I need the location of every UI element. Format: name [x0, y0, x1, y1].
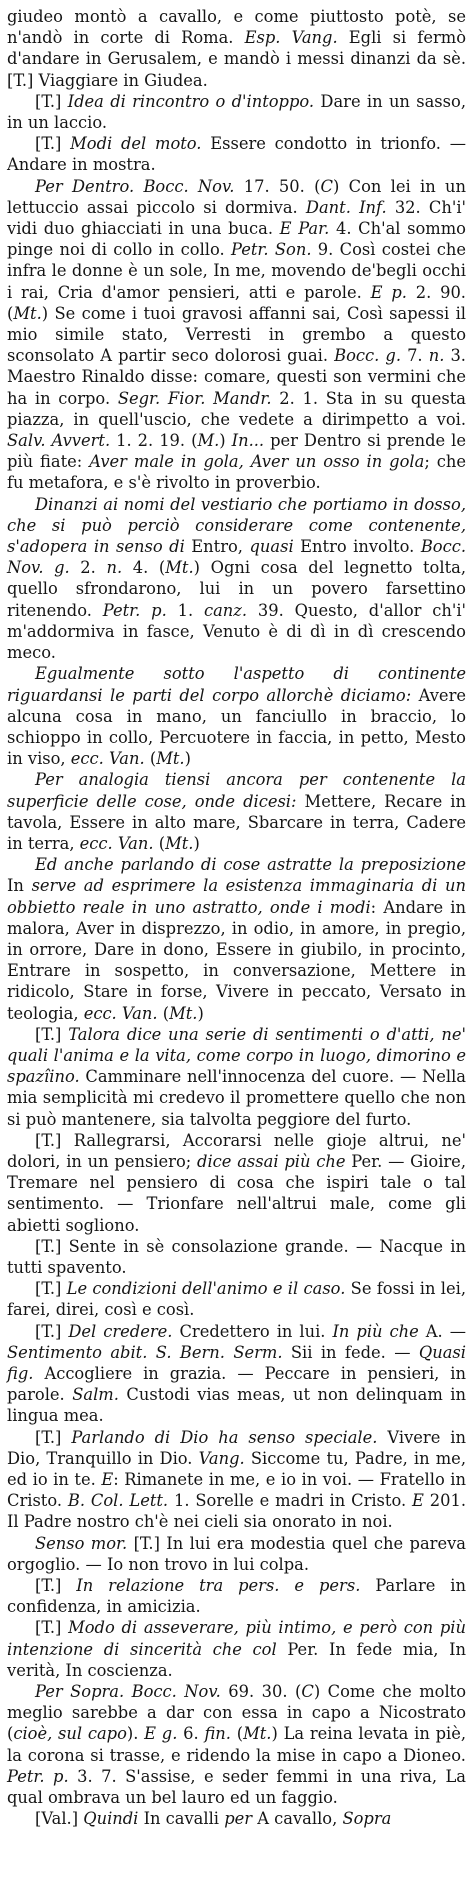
body-text: [Val.] — [35, 1809, 84, 1829]
entry-paragraph — [7, 1681, 466, 1808]
italic-text: E Par. — [279, 219, 330, 239]
body-text: [T.] In lui era modestia quel che pareva orgoglio. — Io non trovo in lui colpa. — [7, 1533, 466, 1574]
body-text: ( — [153, 833, 166, 853]
entry-paragraph — [7, 1533, 466, 1575]
italic-text: Dinanzi ai nomi del vestiario che portiamo in dosso, che si può perciò considerare come contenente, s'adopera in senso di — [7, 494, 466, 557]
italic-text: Salm. — [72, 1385, 119, 1405]
entry-paragraph — [7, 133, 466, 175]
body-text: 7. — [401, 346, 429, 366]
italic-text: Petr. p. — [7, 1766, 69, 1786]
italic-text: ecc. Van. — [83, 1003, 158, 1023]
body-text: 3. 7. S'assise, e seder femmi in una riva, La qual ombrava un bel lauro ed un faggio. — [7, 1766, 466, 1808]
body-text: [T.] — [35, 1427, 72, 1447]
italic-text: Per analogia tiensi ancora per contenente la superficie delle cose, onde dicesi: — [7, 770, 466, 811]
italic-text: In relazione tra pers. e pers. — [76, 1576, 361, 1596]
body-text: ; che fu metafora, e s'è rivolto in proverbio. — [7, 452, 466, 493]
body-text: 3. Maestro Rinaldo disse: comare, questi son vermini che ha in corpo. — [7, 346, 466, 408]
body-text: 4. Ch'al sommo pinge noi di collo in collo. — [7, 219, 466, 260]
entry-paragraph — [7, 1024, 466, 1130]
italic-text: Per Dentro. Bocc. Nov. — [35, 176, 235, 196]
italic-text: ecc. Van. — [70, 749, 145, 769]
entry-paragraph — [7, 6, 466, 91]
body-text: 2. 90. ( — [7, 282, 466, 323]
body-text: [T.] — [35, 1321, 69, 1341]
body-text: ) — [184, 749, 191, 769]
body-text: 9. Così costei che infra le donne è un sole, In me, movendo de'begli occhi i rai, Cria d'amor pensieri, atti e parole. — [7, 240, 466, 302]
italic-text: Bocc. g. — [334, 346, 401, 366]
body-text: 1. 2. 19. ( — [110, 431, 198, 451]
entry-paragraph — [7, 1617, 466, 1681]
entry-paragraph — [7, 91, 466, 133]
body-text: ( — [157, 1003, 170, 1023]
body-text: Entro, — [184, 537, 250, 557]
body-text: ) La reina levata in piè, la corona si trasse, e ridendo la mise in capo a Dioneo. — [7, 1724, 467, 1765]
body-text: 4. ( — [122, 558, 166, 578]
body-text: 201. Il Padre nostro ch'è nei cieli sia onorato in noi. — [7, 1491, 467, 1532]
italic-text: Esp. Vang. — [244, 28, 338, 48]
italic-text: Egualmente sotto l'aspetto di continente riguardansi le parti del corpo allorchè diciamo: — [7, 664, 466, 705]
italic-text: Quasi fig. — [7, 1342, 466, 1383]
body-text: [T.] — [35, 1618, 69, 1638]
body-text: ) Ogni cosa del legnetto tolta, quello sfrondarono, lui in un povero farsettino ritenendo. — [7, 558, 466, 620]
italic-text: n. — [428, 346, 445, 366]
body-text: [T.] — [35, 91, 68, 111]
italic-text: quasi — [249, 537, 294, 557]
italic-text: Modi del moto. — [70, 134, 202, 154]
italic-text: Quindi — [83, 1809, 139, 1829]
italic-text: n. — [106, 558, 123, 578]
italic-text: Ed anche parlando di cose astratte la preposizione — [35, 855, 466, 875]
body-text: A. — — [418, 1321, 466, 1341]
body-text: Camminare nell'innocenza del cuore. — Nella mia semplicità mi credevo il promettere quello che non si può mantenere, sia talvolta peggiore del furto. — [7, 1067, 466, 1129]
body-text: 39. Questo, d'allor ch'i' m'addormiva in fasce, Venuto è di dì in dì crescendo meco. — [7, 600, 467, 663]
body-text: A cavallo, — [252, 1809, 343, 1829]
italic-text: Sentimento abit. S. Bern. Serm. — [7, 1342, 283, 1362]
italic-text: In più che — [332, 1321, 419, 1341]
body-text: Entro involto. — [293, 537, 421, 557]
body-text: [T.] — [35, 1024, 69, 1044]
entry-paragraph — [7, 854, 466, 1024]
italic-text: fin. — [204, 1724, 231, 1744]
italic-text: Senso mor. — [35, 1533, 128, 1553]
body-text: [T.] — [35, 134, 71, 154]
italic-text: Mt. — [165, 833, 194, 853]
italic-text: In... — [231, 431, 265, 451]
italic-text: Mt. — [169, 1003, 198, 1023]
italic-text: Le condizioni dell'animo e il caso. — [66, 1279, 346, 1299]
entry-paragraph — [7, 1130, 466, 1236]
entry-paragraph — [7, 1321, 466, 1427]
italic-text: Sopra — [342, 1809, 392, 1829]
body-text: In cavalli — [138, 1809, 225, 1829]
body-text: ) Come che molto meglio sarebbe a dar con essa in capo a Nicostrato ( — [7, 1682, 466, 1744]
body-text: Mettere, Recare in tavola, Essere in alto mare, Sbarcare in terra, Cadere in terra, — [7, 791, 466, 853]
entry-paragraph — [7, 1808, 466, 1829]
italic-text: dice assai più che — [197, 1151, 346, 1171]
body-text: 1. — [166, 600, 204, 620]
italic-text: Mt. — [156, 749, 185, 769]
body-text: Custodi vias meas, ut non delinquam in lingua mea. — [7, 1385, 466, 1426]
italic-text: Mt. — [243, 1724, 272, 1744]
italic-text: Aver male in gola, Aver un osso in gola — [89, 452, 425, 472]
body-text: 69. 30. ( — [220, 1682, 302, 1702]
body-text: Essere condotto in trionfo. — Andare in mostra. — [7, 134, 466, 175]
body-text: ) — [219, 431, 232, 451]
body-text: : Rimanete in me, e io in voi. — Fratello in Cristo. — [7, 1470, 466, 1511]
body-text: ). — [126, 1724, 145, 1744]
body-text: Se fossi in lei, farei, direi, così e così. — [7, 1279, 466, 1320]
body-text: 6. — [177, 1724, 205, 1744]
italic-text: ecc. Van. — [79, 833, 154, 853]
italic-text: Dant. Inf. — [305, 197, 387, 217]
body-text: Avere alcuna cosa in mano, un fanciullo in braccio, lo schioppo in collo, Percuotere in faccia, in petto, Mesto in viso, — [7, 685, 466, 769]
italic-text: Idea di rincontro o d'intoppo. — [67, 91, 315, 111]
body-text: In — [7, 876, 32, 896]
body-text: Vivere in Dio, Tranquillo in Dio. — [7, 1427, 466, 1468]
entry-paragraph — [7, 1575, 466, 1617]
body-text: Egli si fermò d'andare in Gerusalem, e mandò i messi dinanzi da sè. [T.] Viaggiare in Giudea. — [7, 28, 466, 90]
body-text: 2. — [69, 558, 107, 578]
entry-paragraph — [7, 769, 466, 854]
body-text: : Andare in malora, Aver in disprezzo, in odio, in amore, in pregio, in orrore, Dare in dono, Essere in giubilo, in procinto, Entrare in sospetto, in conversazione, Mettere in ridicolo, Stare in forse, Vivere in peccato, Versato in teologia, — [7, 897, 466, 1023]
body-text: Per. In fede mia, In verità, In coscienza. — [7, 1639, 467, 1680]
italic-text: Petr. Son. — [231, 240, 312, 260]
italic-text: Vang. — [198, 1448, 245, 1468]
italic-text: E p. — [370, 282, 407, 302]
body-text: [T.] Rallegrarsi, Accorarsi nelle gioje altrui, ne' dolori, in un pensiero; — [7, 1130, 466, 1171]
italic-text: Mt. — [165, 558, 194, 578]
body-text: 2. 1. Sta in su questa piazza, in quell'uscio, che vedete a dirimpetto a voi. — [7, 388, 466, 429]
italic-text: cioè, sul capo — [13, 1724, 127, 1744]
italic-text: Salv. Avvert. — [7, 431, 111, 451]
entry-paragraph — [7, 176, 466, 494]
italic-text: per — [224, 1809, 253, 1829]
body-text: ) — [197, 1003, 204, 1023]
italic-text: Petr. p. — [102, 600, 167, 620]
entry-paragraph — [7, 663, 466, 769]
body-text: Siccome tu, Padre, in me, ed io in te. — [7, 1448, 466, 1490]
italic-text: Bocc. Nov. g. — [7, 537, 466, 578]
italic-text: E — [101, 1470, 114, 1490]
body-text: giudeo montò a cavallo, e come piuttosto potè, se n'andò in corte di Roma. — [7, 7, 466, 48]
body-text: Credettero in lui. — [172, 1321, 333, 1341]
body-text: Accogliere in grazia. — Peccare in pensieri, in parole. — [7, 1364, 466, 1405]
body-text: ) Se come i tuoi gravosi affanni sai, Così sapessi il mio simile stato, Verresti in grembo a questo sconsolato A partir seco dolorosi guai. — [7, 303, 466, 366]
body-text: ) Con lei in un lettuccio assai piccolo si dormiva. — [7, 176, 466, 217]
body-text: 17. 50. ( — [234, 176, 321, 196]
italic-text: C — [320, 176, 333, 196]
body-text: 32. Ch'i' vidi duo ghiacciati in una buca. — [7, 197, 466, 239]
entry-paragraph — [7, 1236, 466, 1278]
body-text: ) — [193, 833, 200, 853]
body-text: Dare in un sasso, in un laccio. — [7, 91, 466, 133]
italic-text: Parlando di Dio ha senso speciale. — [71, 1427, 378, 1447]
italic-text: Modo di asseverare, più intimo, e però con più intenzione di sincerità che col — [7, 1618, 466, 1659]
italic-text: B. Col. Lett. — [67, 1491, 169, 1511]
italic-text: Talora dice una serie di sentimenti o d'atti, ne' quali l'anima e la vita, come corpo in luogo, dimorino e spazîino. — [7, 1024, 466, 1087]
italic-text: M. — [197, 431, 220, 451]
body-text: [T.] — [35, 1576, 77, 1596]
italic-text: E — [412, 1491, 424, 1511]
body-text: ( — [144, 749, 157, 769]
entry-paragraph — [7, 1278, 466, 1320]
body-text: Sii in fede. — — [282, 1342, 419, 1362]
italic-text: C — [301, 1682, 314, 1702]
italic-text: Mt. — [13, 303, 42, 323]
body-text: 1. Sorelle e madri in Cristo. — [168, 1491, 413, 1511]
italic-text: Segr. Fior. Mandr. — [117, 388, 272, 408]
entry-paragraph — [7, 1427, 466, 1533]
italic-text: E g. — [144, 1724, 178, 1744]
italic-text: serve ad esprimere la esistenza immaginaria di un obbietto reale in uno astratto, onde i modi — [7, 876, 466, 917]
italic-text: Del credere. — [68, 1321, 173, 1341]
entry-paragraph — [7, 494, 466, 664]
italic-text: canz. — [203, 600, 248, 620]
italic-text: Per Sopra. Bocc. Nov. — [35, 1682, 221, 1702]
body-text: [T.] — [35, 1279, 67, 1299]
body-text: [T.] Sente in sè consolazione grande. — Nacque in tutti spavento. — [7, 1236, 466, 1277]
body-text: Parlare in confidenza, in amicizia. — [7, 1576, 466, 1617]
body-text: per Dentro si prende le più fiate: — [7, 431, 467, 472]
body-text: Per. — Gioire, Tremare nel pensiero di cosa che ispiri tale o tal sentimento. — Trionfare nell'altrui male, come gli abietti sogliono. — [7, 1151, 466, 1235]
body-text: ( — [230, 1724, 244, 1744]
